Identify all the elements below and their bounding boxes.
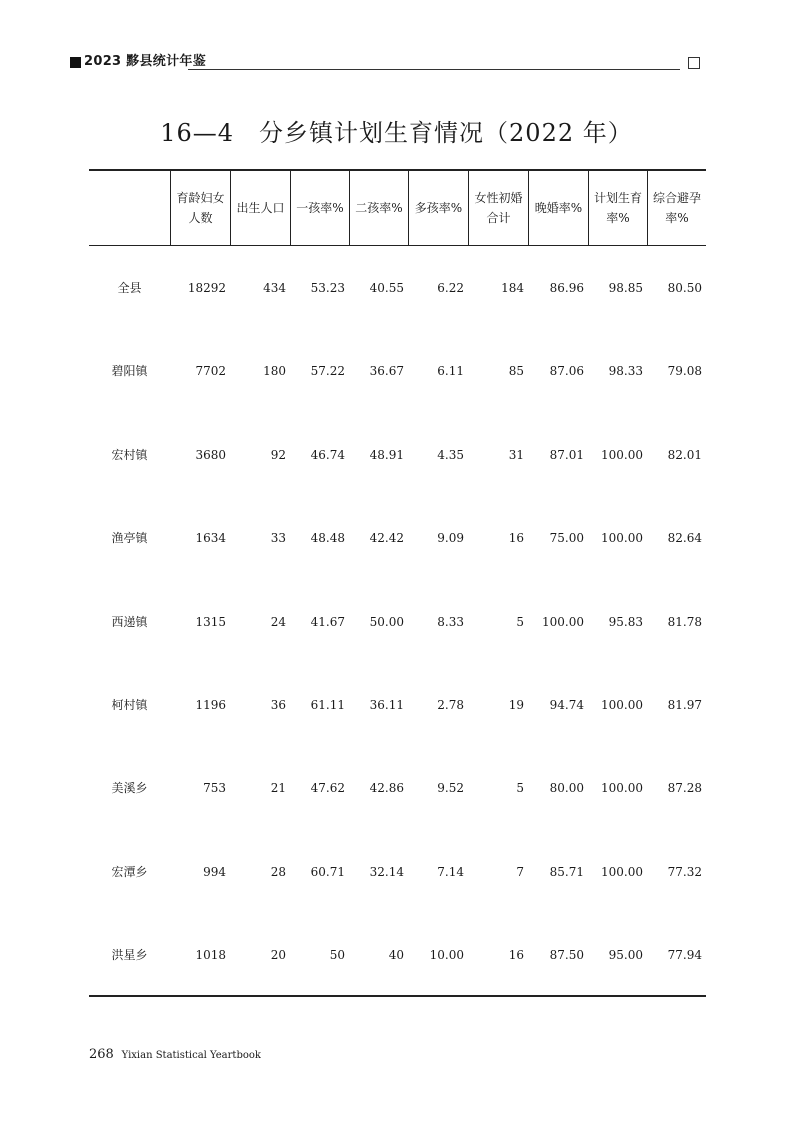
cell-second-child-rate: 36.67 xyxy=(369,364,404,379)
cell-multi-child-rate: 8.33 xyxy=(437,614,464,629)
cell-family-planning-rate: 100.00 xyxy=(601,531,643,546)
row-label: 西递镇 xyxy=(111,614,148,629)
cell-births: 180 xyxy=(263,364,286,379)
cell-multi-child-rate: 6.11 xyxy=(437,364,464,379)
cell-female-first-marriage: 7 xyxy=(516,864,524,879)
cell-childbearing-women: 1018 xyxy=(195,948,226,963)
cell-female-first-marriage: 19 xyxy=(508,698,524,712)
cell-multi-child-rate: 7.14 xyxy=(437,864,464,879)
cell-late-marriage-rate: 87.06 xyxy=(549,364,584,379)
cell-late-marriage-rate: 80.00 xyxy=(549,781,584,796)
cell-first-child-rate: 41.67 xyxy=(310,614,345,629)
column-header-births xyxy=(230,170,290,246)
cell-first-child-rate: 50 xyxy=(329,948,345,963)
cell-contraceptive-rate: 87.28 xyxy=(667,781,702,796)
column-header-late-marriage-rate xyxy=(528,170,588,246)
row-label: 全县 xyxy=(117,281,142,295)
cell-female-first-marriage: 5 xyxy=(516,781,524,796)
cell-family-planning-rate: 100.00 xyxy=(601,447,643,462)
cell-family-planning-rate: 100.00 xyxy=(601,781,643,796)
column-header-family-planning-rate xyxy=(588,170,647,246)
cell-first-child-rate: 53.23 xyxy=(310,281,345,295)
cell-childbearing-women: 994 xyxy=(203,864,226,879)
cell-family-planning-rate: 95.00 xyxy=(608,948,643,963)
cell-multi-child-rate: 4.35 xyxy=(437,447,464,462)
row-label: 柯村镇 xyxy=(111,698,148,712)
cell-childbearing-women: 1634 xyxy=(195,531,226,546)
cell-births: 21 xyxy=(270,781,286,796)
cell-births: 20 xyxy=(270,948,286,963)
column-header-line: 率% xyxy=(606,211,630,225)
cell-births: 33 xyxy=(270,531,286,546)
cell-first-child-rate: 57.22 xyxy=(310,364,345,379)
running-header xyxy=(70,54,700,74)
page-title: 16—4 分乡镇计划生育情况（2022 年） xyxy=(160,119,633,147)
table-bottom-rule xyxy=(89,995,706,997)
column-header-first-child-rate xyxy=(290,170,349,246)
column-header-line: 多孩率% xyxy=(414,201,463,215)
column-header-line: 合计 xyxy=(486,211,511,225)
cell-second-child-rate: 36.11 xyxy=(369,698,404,712)
row-label: 渔亭镇 xyxy=(111,531,148,546)
cell-second-child-rate: 50.00 xyxy=(369,614,404,629)
cell-first-child-rate: 60.71 xyxy=(310,864,345,879)
row-label: 碧阳镇 xyxy=(111,364,148,379)
cell-contraceptive-rate: 82.01 xyxy=(667,447,702,462)
cell-family-planning-rate: 98.33 xyxy=(608,364,643,379)
cell-second-child-rate: 40.55 xyxy=(369,281,404,295)
cell-second-child-rate: 42.42 xyxy=(369,531,404,546)
column-header-line: 育龄妇女 xyxy=(176,191,225,205)
cell-family-planning-rate: 100.00 xyxy=(601,698,643,712)
cell-late-marriage-rate: 87.01 xyxy=(549,447,584,462)
cell-late-marriage-rate: 94.74 xyxy=(549,698,584,712)
cell-second-child-rate: 32.14 xyxy=(369,864,404,879)
column-header-second-child-rate xyxy=(349,170,408,246)
cell-second-child-rate: 40 xyxy=(388,948,404,963)
square-outline-icon xyxy=(688,57,700,69)
header-rule xyxy=(188,69,680,70)
running-header-title: 2023 黟县统计年鉴 xyxy=(84,54,207,69)
cell-first-child-rate: 47.62 xyxy=(310,781,345,796)
column-header-multi-child-rate xyxy=(408,170,468,246)
square-bullet-icon xyxy=(70,57,81,68)
cell-family-planning-rate: 95.83 xyxy=(608,614,643,629)
cell-births: 28 xyxy=(270,864,286,879)
page-footer xyxy=(89,1046,261,1064)
column-header-line: 计划生育 xyxy=(593,191,642,205)
cell-childbearing-women: 1315 xyxy=(195,614,226,629)
cell-childbearing-women: 753 xyxy=(203,781,226,796)
cell-female-first-marriage: 16 xyxy=(508,948,524,963)
column-header-line: 出生人口 xyxy=(236,201,285,215)
cell-childbearing-women: 18292 xyxy=(187,281,226,295)
cell-contraceptive-rate: 79.08 xyxy=(667,364,702,379)
row-label: 宏村镇 xyxy=(111,447,148,462)
publication-name: Yixian Statistical Yeartbook xyxy=(121,1050,261,1061)
cell-childbearing-women: 7702 xyxy=(195,364,226,379)
row-label: 宏潭乡 xyxy=(111,864,148,879)
row-label: 洪星乡 xyxy=(111,948,148,963)
cell-births: 434 xyxy=(263,281,286,295)
cell-contraceptive-rate: 80.50 xyxy=(667,281,702,295)
cell-multi-child-rate: 9.52 xyxy=(437,781,464,796)
cell-contraceptive-rate: 81.78 xyxy=(667,614,702,629)
column-header-line: 晚婚率% xyxy=(534,201,583,215)
cell-first-child-rate: 61.11 xyxy=(310,698,345,712)
column-header-line: 综合避孕 xyxy=(652,191,701,205)
column-header-line: 二孩率% xyxy=(355,201,403,215)
cell-family-planning-rate: 100.00 xyxy=(601,864,643,879)
cell-multi-child-rate: 2.78 xyxy=(437,698,464,712)
column-header-line: 女性初婚 xyxy=(474,191,523,205)
cell-births: 24 xyxy=(270,614,286,629)
cell-second-child-rate: 42.86 xyxy=(369,781,404,796)
cell-births: 92 xyxy=(270,447,286,462)
cell-contraceptive-rate: 81.97 xyxy=(667,698,702,712)
cell-births: 36 xyxy=(270,698,286,712)
column-header-line: 率% xyxy=(665,211,689,225)
column-header-line: 人数 xyxy=(188,211,213,225)
cell-female-first-marriage: 31 xyxy=(508,447,524,462)
cell-childbearing-women: 1196 xyxy=(195,698,226,712)
cell-first-child-rate: 46.74 xyxy=(310,447,345,462)
cell-contraceptive-rate: 77.32 xyxy=(667,864,702,879)
cell-female-first-marriage: 5 xyxy=(516,614,524,629)
page-number: 268 xyxy=(89,1047,114,1062)
cell-multi-child-rate: 6.22 xyxy=(437,281,464,295)
cell-female-first-marriage: 16 xyxy=(508,531,524,546)
cell-late-marriage-rate: 85.71 xyxy=(549,864,584,879)
cell-first-child-rate: 48.48 xyxy=(310,531,345,546)
column-header-childbearing-women xyxy=(170,170,230,246)
column-header-contraceptive-rate xyxy=(647,170,706,246)
column-header-female-first-marriage xyxy=(468,170,528,246)
cell-contraceptive-rate: 77.94 xyxy=(667,948,702,963)
cell-late-marriage-rate: 75.00 xyxy=(549,531,584,546)
column-header-line: 一孩率% xyxy=(296,201,344,215)
cell-family-planning-rate: 98.85 xyxy=(608,281,643,295)
cell-late-marriage-rate: 86.96 xyxy=(549,281,584,295)
cell-second-child-rate: 48.91 xyxy=(369,447,404,462)
cell-late-marriage-rate: 100.00 xyxy=(542,614,584,629)
cell-female-first-marriage: 184 xyxy=(501,281,524,295)
cell-female-first-marriage: 85 xyxy=(508,364,524,379)
cell-childbearing-women: 3680 xyxy=(195,447,226,462)
cell-multi-child-rate: 9.09 xyxy=(437,531,464,546)
cell-multi-child-rate: 10.00 xyxy=(429,948,464,963)
cell-contraceptive-rate: 82.64 xyxy=(667,531,702,546)
row-label: 美溪乡 xyxy=(111,781,148,796)
cell-late-marriage-rate: 87.50 xyxy=(549,948,584,963)
